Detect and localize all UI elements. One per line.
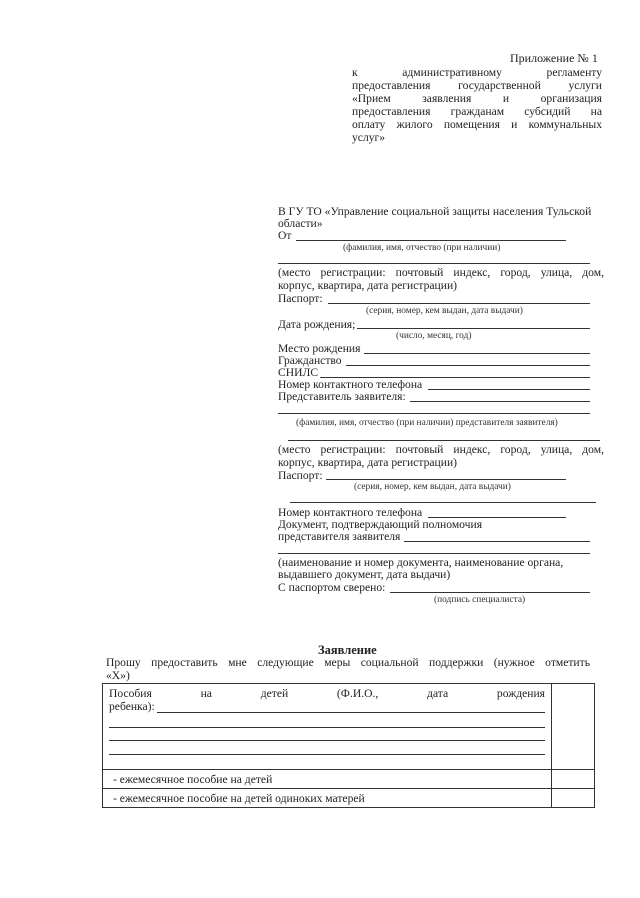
appendix-text	[352, 66, 602, 144]
table-row	[103, 770, 595, 789]
phone-field[interactable]	[428, 389, 590, 390]
representative-passport-caption: (серия, номер, кем выдан, дата выдачи)	[354, 482, 511, 492]
option-cell	[103, 770, 552, 789]
authority-doc-caption: (наименование и номер документа, наименование органа,	[278, 556, 564, 569]
checkbox-cell[interactable]	[552, 789, 595, 808]
representative-label: Представитель заявителя:	[278, 390, 406, 403]
appendix-line-last: услуг»	[352, 131, 386, 144]
representative-phone-label: Номер контактного телефона	[278, 506, 423, 519]
appendix-number: Приложение № 1	[510, 51, 598, 65]
child-field[interactable]	[109, 740, 545, 741]
citizenship-label: Гражданство	[278, 354, 342, 367]
benefits-table	[102, 683, 595, 808]
from-extra-field[interactable]	[278, 263, 590, 264]
specialist-signature-field[interactable]	[390, 592, 590, 593]
phone-label: Номер контактного телефона	[278, 378, 423, 391]
benefit-children-label: Пособия на детей (Ф.И.О., дата рождения	[109, 687, 545, 700]
registration-caption-line: корпус, квартира, дата регистрации)	[278, 456, 458, 469]
representative-field[interactable]	[410, 401, 590, 402]
representative-registration-caption	[278, 443, 604, 469]
statement-request-line: «Х»)	[106, 669, 130, 682]
appendix-line: предоставления государственной услуги	[352, 79, 602, 92]
child-field[interactable]	[109, 727, 545, 728]
authority-doc-extra-field[interactable]	[278, 553, 590, 554]
birthdate-caption: (число, месяц, год)	[396, 331, 472, 341]
statement-request-line: Прошу предоставить мне следующие меры социальной поддержки (нужное отметить	[106, 656, 590, 669]
passport-caption: (серия, номер, кем выдан, дата выдачи)	[366, 306, 523, 316]
child-field[interactable]	[157, 712, 545, 713]
checkbox-cell[interactable]	[552, 684, 595, 770]
option-cell	[103, 789, 552, 808]
registration-caption-line: корпус, квартира, дата регистрации)	[278, 279, 458, 292]
representative-passport-label: Паспорт:	[278, 469, 323, 482]
representative-fio-caption: (фамилия, имя, отчество (при наличии) представителя заявителя)	[296, 418, 558, 428]
option-monthly-label: - ежемесячное пособие на детей	[113, 773, 273, 786]
birthdate-label: Дата рождения;	[278, 318, 356, 331]
checkbox-cell[interactable]	[552, 770, 595, 789]
snils-label: СНИЛС	[278, 366, 319, 379]
citizenship-field[interactable]	[346, 365, 590, 366]
recipient-line-2: области»	[278, 217, 323, 230]
appendix-line: предоставления гражданам субсидий на	[352, 105, 602, 118]
from-label: От	[278, 229, 292, 242]
recipient-line-1: В ГУ ТО «Управление социальной защиты населения Тульской	[278, 205, 592, 218]
authority-doc-caption-2: выдавшего документ, дата выдачи)	[278, 568, 451, 581]
birthplace-field[interactable]	[364, 353, 590, 354]
authority-doc-label: Документ, подтверждающий полномочия	[278, 518, 483, 531]
passport-field[interactable]	[328, 303, 590, 304]
from-fio-field[interactable]	[296, 240, 566, 241]
registration-caption-line: (место регистрации: почтовый индекс, город, улица, дом,	[278, 443, 604, 456]
appendix-line: «Прием заявления и организация	[352, 92, 602, 105]
passport-label: Паспорт:	[278, 292, 323, 305]
representative-fio-field[interactable]	[278, 413, 590, 414]
registration-caption	[278, 266, 604, 292]
appendix-line: оплату жилого помещения и коммунальных	[352, 118, 602, 131]
verified-caption: (подпись специалиста)	[434, 595, 526, 605]
appendix-line: к административному регламенту	[352, 66, 602, 79]
statement-title: Заявление	[318, 643, 377, 657]
fio-caption: (фамилия, имя, отчество (при наличии)	[343, 243, 501, 253]
authority-doc-field[interactable]	[404, 541, 590, 542]
authority-doc-label-2: представителя заявителя	[278, 530, 401, 543]
verified-label: С паспортом сверено:	[278, 581, 386, 594]
representative-passport-extra-field[interactable]	[290, 502, 596, 503]
benefit-children-cell	[103, 684, 552, 770]
birthdate-field[interactable]	[357, 328, 590, 329]
representative-extra-field[interactable]	[288, 440, 600, 441]
statement-request	[106, 656, 590, 682]
table-row	[103, 684, 595, 770]
option-single-mothers-label: - ежемесячное пособие на детей одиноких матерей	[113, 792, 365, 805]
child-field[interactable]	[109, 754, 545, 755]
representative-passport-field[interactable]	[326, 479, 566, 480]
benefit-children-label-2: ребенка):	[109, 700, 155, 713]
table-row	[103, 789, 595, 808]
registration-caption-line: (место регистрации: почтовый индекс, город, улица, дом,	[278, 266, 604, 279]
birthplace-label: Место рождения	[278, 342, 361, 355]
